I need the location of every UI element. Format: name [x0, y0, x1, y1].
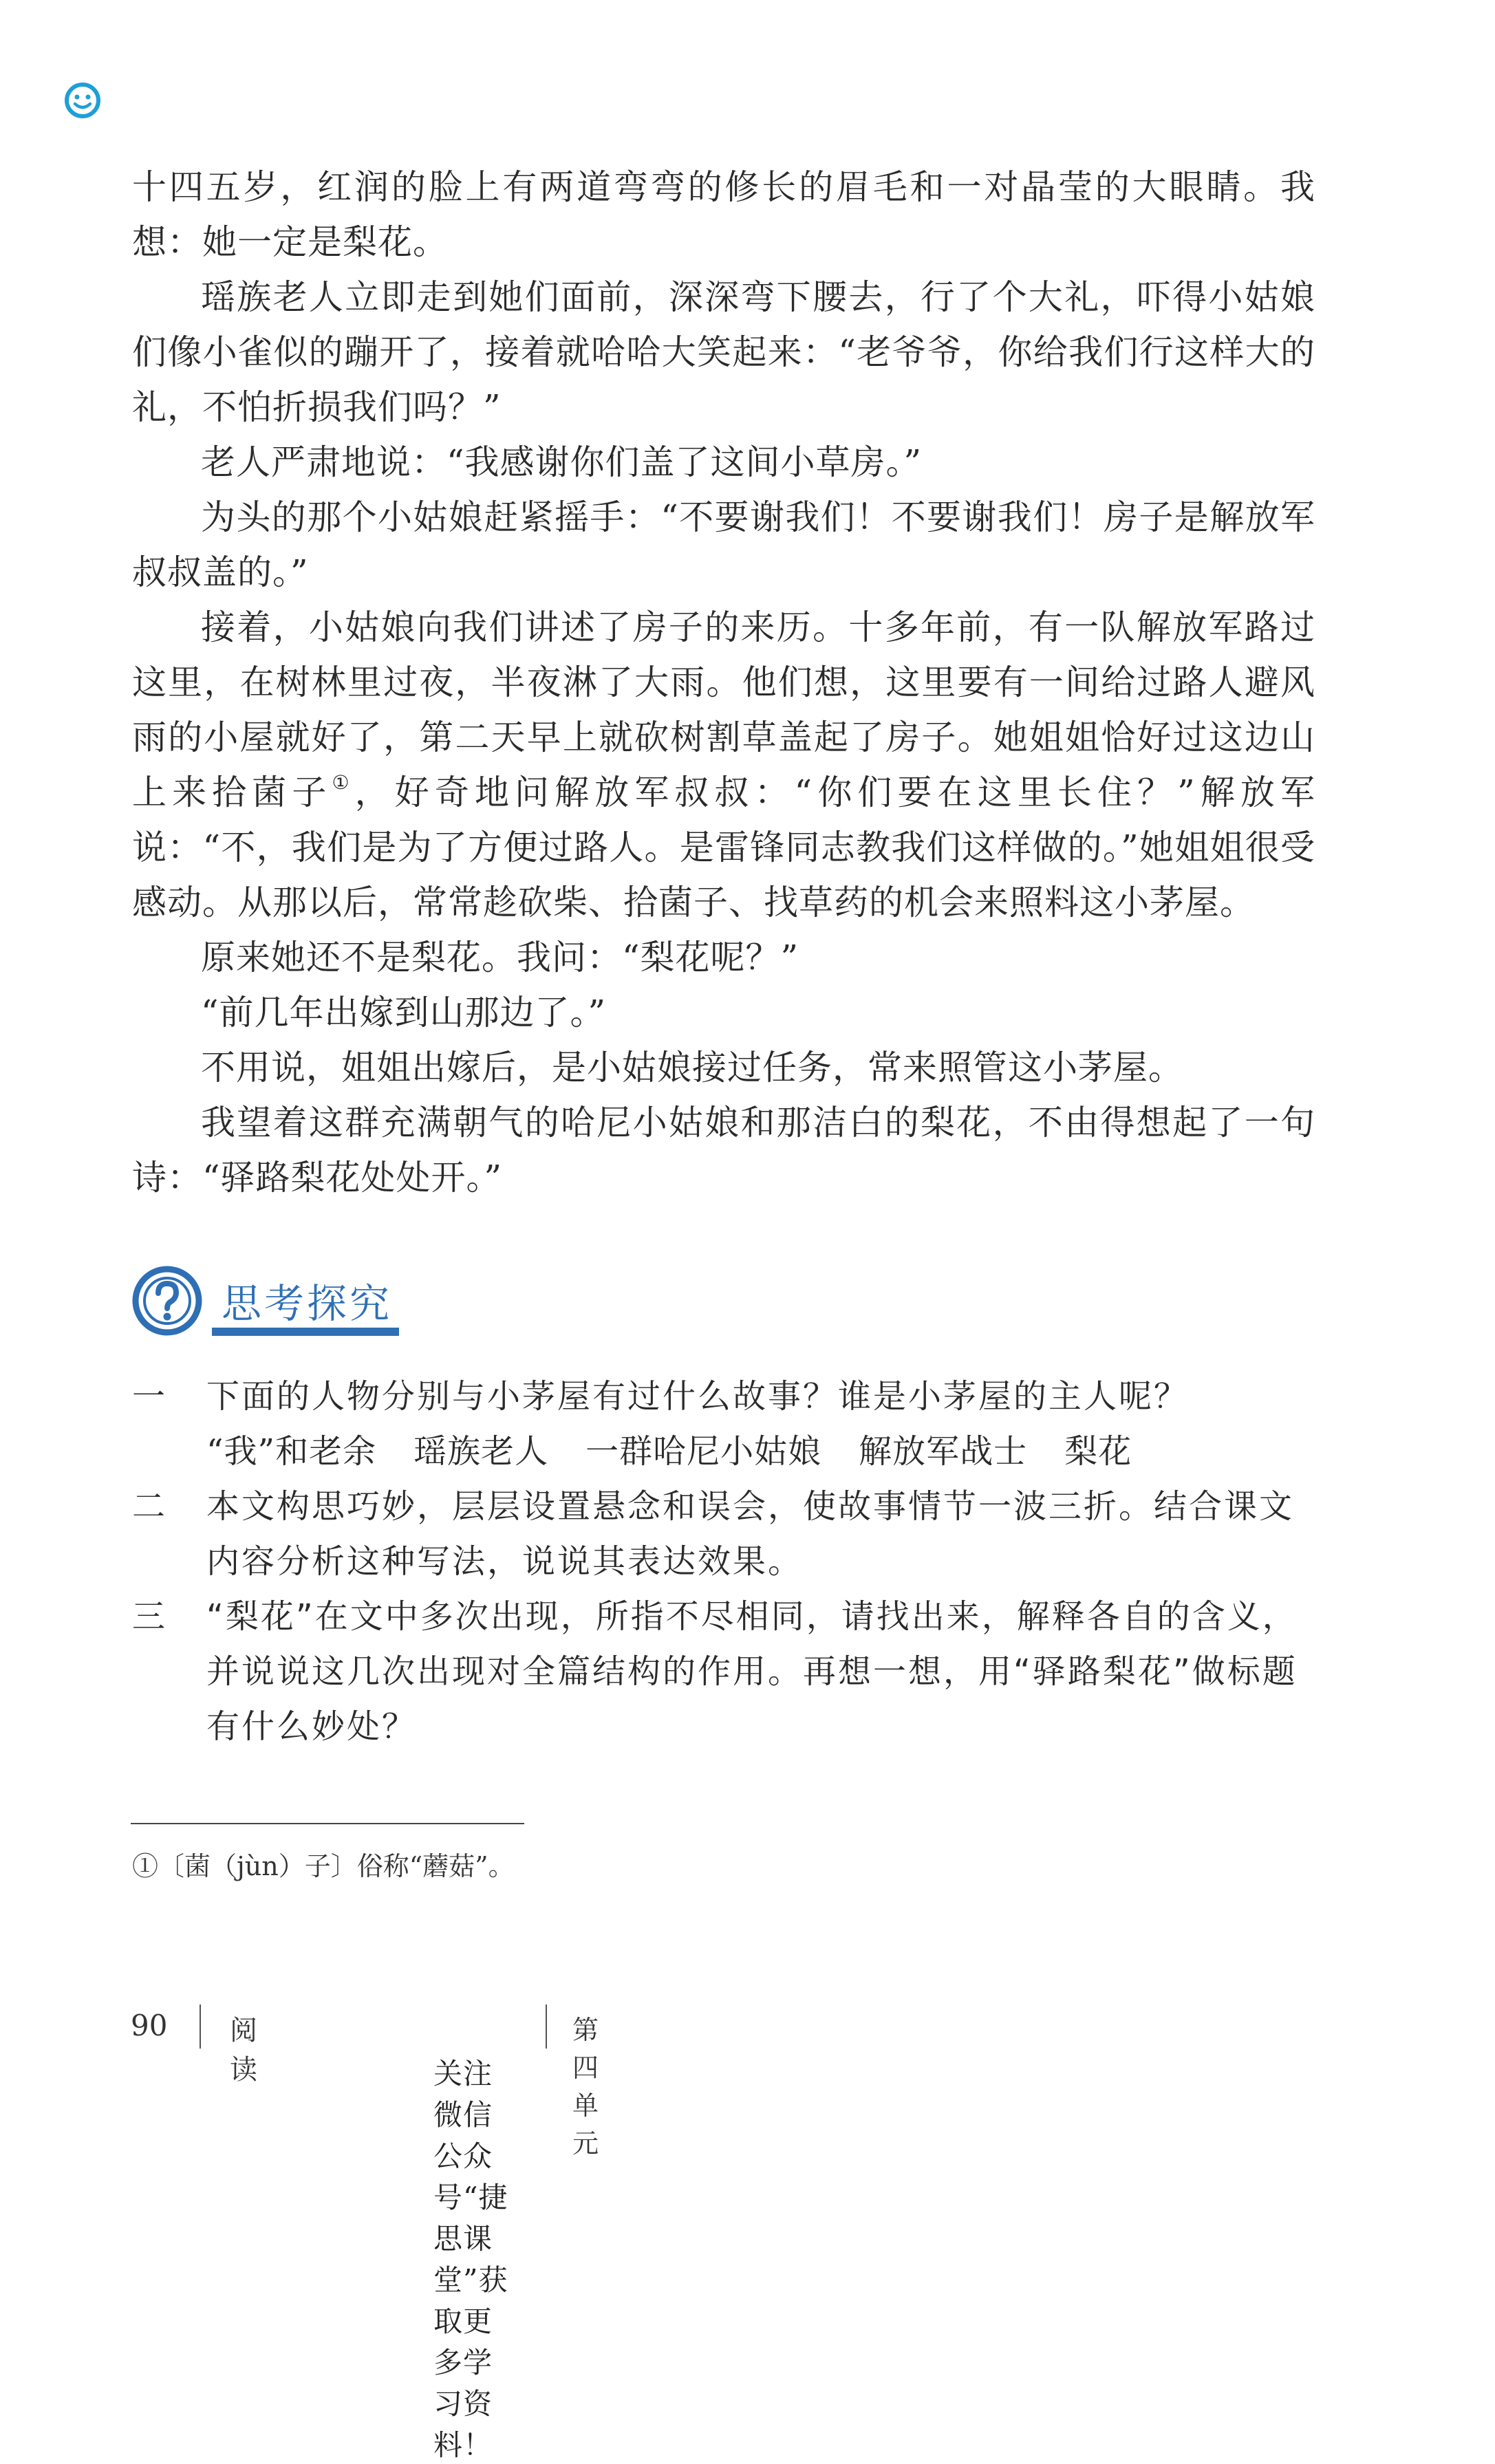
paragraph: 原来她还不是梨花。我问：“梨花呢？”: [201, 938, 799, 977]
paragraph: 老人严肃地说：“我感谢你们盖了这间小草房。”: [201, 442, 923, 482]
paragraph-text: 接着，小姑娘向我们讲述了房子的来历。十多年前，有一队解放军路过这里，在树林里过夜，半夜淋了大雨。他们想，这里要有一间给过路人避风雨的小屋就好了，第二天早上就砍树割草盖起了房子。她姐姐恰好过这边山上来拾菌子: [132, 607, 1315, 812]
footer-divider: [546, 2004, 547, 2049]
question-number: 二: [132, 1487, 168, 1526]
smiley-icon: [63, 81, 102, 120]
question-text: 本文构思巧妙，层层设置悬念和误会，使故事情节一波三折。结合课文内容分析这种写法，说说其表达效果。: [206, 1487, 1295, 1581]
question-item: [132, 1369, 1315, 1479]
paragraph: 十四五岁，红润的脸上有两道弯弯的修长的眉毛和一对晶莹的大眼睛。我想：她一定是梨花。: [132, 167, 1315, 262]
question-number: 三: [132, 1597, 168, 1636]
character-name: 瑶族老人: [413, 1432, 549, 1471]
footnote-mark[interactable]: ①: [332, 771, 355, 794]
footnote: ①〔菌（jùn）子〕俗称“蘑菇”。: [132, 1851, 515, 1881]
promo-text: 关注微信公众号“捷思课堂”获取更多学习资料！: [433, 2057, 508, 2462]
paragraph: 瑶族老人立即走到她们面前，深深弯下腰去，行了个大礼，吓得小姑娘们像小雀似的蹦开了，接着就哈哈大笑起来：“老爷爷，你给我们行这样大的礼，不怕折损我们吗？”: [132, 277, 1315, 427]
character-name: 一群哈尼小姑娘: [585, 1432, 822, 1471]
paragraph-text: ，好奇地问解放军叔叔：“你们要在这里长住？”解放军说：“不，我们是为了方便过路人。是雷锋同志教我们这样做的。”她姐姐很受感动。从那以后，常常趁砍柴、拾菌子、找草药的机会来照料这小茅屋。: [132, 772, 1316, 922]
section-title: 思考探究: [222, 1280, 393, 1327]
article-body: [132, 160, 1315, 1205]
paragraph: 我望着这群充满朝气的哈尼小姑娘和那洁白的梨花，不由得想起了一句诗：“驿路梨花处处开。”: [132, 1103, 1315, 1198]
footer-divider: [200, 2004, 201, 2049]
character-list: [206, 1424, 1315, 1479]
paragraph: [132, 600, 1315, 930]
footer-unit: 第四单元: [572, 2015, 599, 2159]
character-name: “我”和老余: [206, 1432, 377, 1471]
question-list: [132, 1369, 1315, 1754]
section-heading: [131, 1259, 406, 1348]
question-text: 下面的人物分别与小茅屋有过什么故事？谁是小茅屋的主人呢？: [206, 1377, 1190, 1416]
question-text: “梨花”在文中多次出现，所指不尽相同，请找出来，解释各自的含义，并说说这几次出现对全篇结构的作用。再想一想，用“驿路梨花”做标题有什么妙处？: [206, 1597, 1298, 1746]
paragraph: “前几年出嫁到山那边了。”: [201, 993, 607, 1033]
question-item: [132, 1589, 1315, 1754]
footer-section: 阅 读: [230, 2015, 270, 2086]
character-name: 解放军战士: [859, 1432, 1028, 1471]
question-number: 一: [132, 1377, 168, 1416]
question-icon: [131, 1264, 204, 1337]
page-number: 90: [131, 2009, 168, 2042]
paragraph: 不用说，姐姐出嫁后，是小姑娘接过任务，常来照管这小茅屋。: [201, 1048, 1183, 1088]
paragraph: 为头的那个小姑娘赶紧摇手：“不要谢我们！不要谢我们！房子是解放军叔叔盖的。”: [132, 497, 1315, 592]
question-item: [132, 1479, 1315, 1589]
character-name: 梨花: [1064, 1432, 1132, 1471]
section-underline: [212, 1328, 399, 1336]
footnote-divider: [131, 1823, 524, 1824]
